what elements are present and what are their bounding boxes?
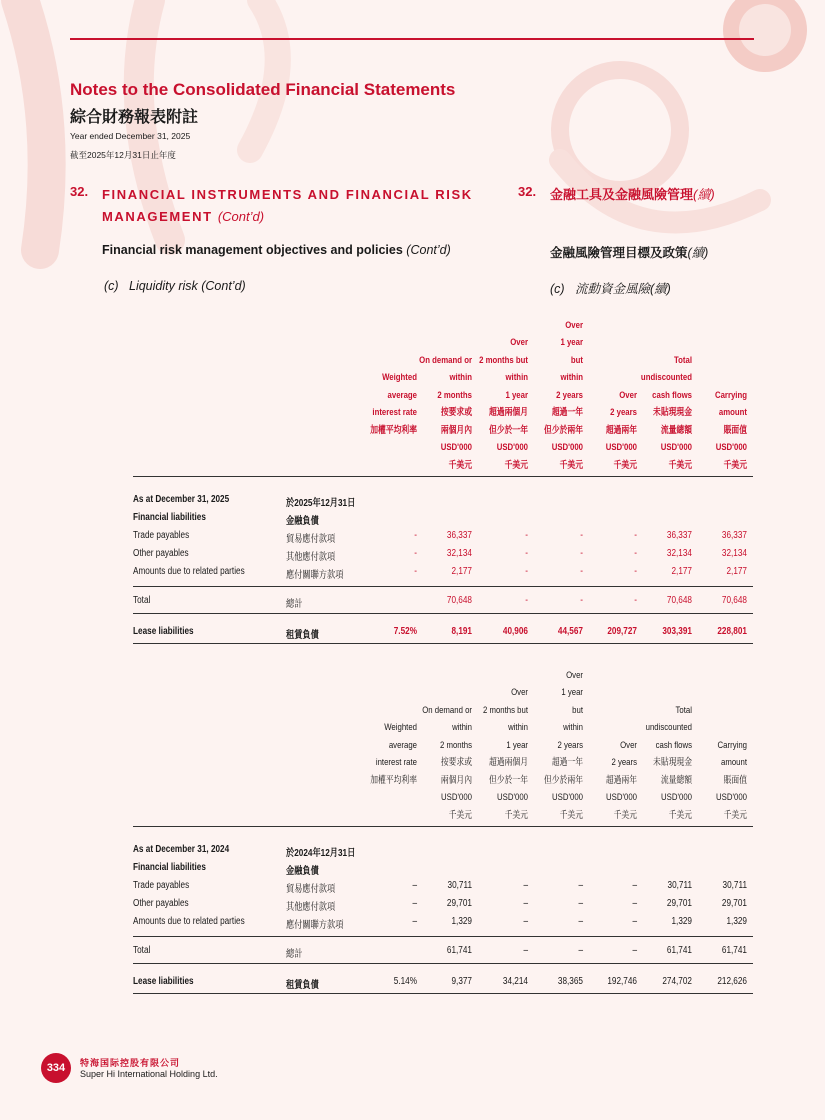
table-2024-col-header-2-line: Over bbox=[511, 687, 528, 698]
table-2025-col-header-0-line: average bbox=[387, 389, 417, 401]
table-2025-financial-liabilities-label-cn: 金融負債 bbox=[286, 516, 319, 527]
table-2024-col-header-1 bbox=[415, 702, 472, 825]
table-2024-table-row-0-value-6: 30,711 bbox=[722, 880, 747, 891]
table-2024-col-header-2-line: 超過兩個月 bbox=[489, 757, 528, 768]
table-2025-financial-liabilities bbox=[133, 512, 753, 529]
table-2025-col-header-0-line bbox=[360, 457, 417, 475]
table-2025-col-header-0 bbox=[360, 369, 417, 474]
table-2025-table-row-2-value-4: - bbox=[634, 566, 637, 577]
table-2025-col-header-4-line: 千美元 bbox=[613, 459, 637, 471]
table-2025-col-header-5-line: cash flows bbox=[652, 389, 692, 401]
table-2025-col-header-1-line: 按要求或 bbox=[440, 407, 472, 418]
table-2024-table-row-0-value-2: – bbox=[523, 880, 528, 891]
table-2025-table-row-2-label-cn: 應付關聯方款項 bbox=[286, 570, 344, 581]
table-2024-total-row-value-3: – bbox=[578, 945, 583, 956]
table-2025-financial-liabilities-label: Financial liabilities bbox=[133, 512, 206, 523]
table-2024-financial-liabilities-label-cn: 金融負債 bbox=[286, 866, 319, 877]
table-2025-col-header-1-line: 千美元 bbox=[448, 459, 472, 471]
table-2024-col-header-4-line: USD'000 bbox=[606, 792, 637, 803]
table-2024-col-header-4 bbox=[580, 737, 637, 825]
table-2025-table-row-1-value-2: - bbox=[525, 548, 528, 559]
table-2024-lease-row-value-1: 9,377 bbox=[451, 976, 472, 987]
subsection-title bbox=[102, 243, 451, 257]
table-2025-col-header-3-line: 千美元 bbox=[559, 459, 583, 471]
table-2025-lease-row-value-5: 303,391 bbox=[662, 626, 692, 637]
table-2025-col-header-3-line: 1 year bbox=[560, 337, 583, 348]
table-2024-table-row-1 bbox=[133, 898, 753, 915]
table-2024-col-header-6-line: amount bbox=[721, 757, 747, 768]
table-2024-col-header-2-line: within bbox=[508, 722, 528, 733]
table-2024-col-header-6-line: 賬面值 bbox=[723, 774, 747, 786]
table-2024-as-at-label-cn: 於2024年12月31日 bbox=[286, 848, 356, 859]
table-2025-table-row-0-label-cn: 貿易應付款項 bbox=[286, 534, 336, 545]
table-2024-total-row-value-5: 61,741 bbox=[666, 945, 692, 956]
table-2024-table-row-2 bbox=[133, 916, 753, 933]
table-2025-lease-row-value-3: 44,567 bbox=[557, 626, 583, 637]
table-2024-lease-row-value-4: 192,746 bbox=[607, 976, 637, 987]
table-2025-col-header-4 bbox=[580, 387, 637, 475]
table-2024-table-row-2-label-cn: 應付關聯方款項 bbox=[286, 920, 344, 931]
table-2024-table-row-1-value-2: – bbox=[523, 898, 528, 909]
table-2025-lease-row-value-1: 8,191 bbox=[451, 626, 472, 637]
table-2024-col-header-5-line: Total bbox=[675, 704, 692, 716]
table-2025-col-header-5-line: undiscounted bbox=[640, 372, 692, 383]
section-number-cn: 32. bbox=[518, 184, 537, 199]
table-2024-total-row-value-6: 61,741 bbox=[721, 945, 747, 956]
table-2024-col-header-5-line: 千美元 bbox=[668, 809, 692, 821]
table-2025-table-row-0-label: Trade payables bbox=[133, 530, 190, 541]
table-2024-col-header-5-line: 流量總額 bbox=[660, 774, 692, 786]
table-2025-col-header-0-line: interest rate bbox=[372, 407, 417, 418]
table-2025-table-row-2-value-3: - bbox=[580, 566, 583, 577]
table-2025-total-row bbox=[133, 595, 753, 612]
table-2025-table-row-0-value-2: - bbox=[525, 530, 528, 541]
table-2024-col-header-1-line: 按要求或 bbox=[440, 757, 472, 768]
table-2024-table-row-1-value-4: – bbox=[632, 898, 637, 909]
table-2024-lease-row-value-5: 274,702 bbox=[662, 976, 692, 987]
table-2025-col-header-4-line: Over bbox=[619, 389, 637, 401]
table-2025-col-header-2-line: USD'000 bbox=[496, 442, 528, 453]
table-2024-lease-row-value-2: 34,214 bbox=[502, 976, 528, 987]
table-2025-table-row-1-label: Other payables bbox=[133, 548, 189, 559]
table-2025-col-header-6 bbox=[690, 387, 747, 475]
table-2025-table-row-1-value-3: - bbox=[580, 548, 583, 559]
table-2025-col-header-3 bbox=[526, 317, 583, 475]
table-2025-col-header-6-line: 千美元 bbox=[723, 459, 747, 471]
table-2024-table-row-1-value-6: 29,701 bbox=[721, 898, 747, 909]
table-2025-col-header-3-line: 但少於兩年 bbox=[544, 424, 583, 436]
table-2024-col-header-6 bbox=[690, 737, 747, 825]
item-label-cn: (c) 流動資金風險(續) bbox=[550, 282, 671, 296]
table-2025-total-row-label: Total bbox=[133, 595, 151, 606]
table-2025-col-header-1-line: within bbox=[449, 372, 472, 383]
table-2024-financial-liabilities bbox=[133, 862, 753, 879]
table-2025-col-header-2-line: Over bbox=[510, 337, 528, 348]
table-2024-total-row-value-1: 61,741 bbox=[446, 945, 472, 956]
page-title: Notes to the Consolidated Financial Statements bbox=[70, 80, 456, 99]
subsection-cont: (Cont’d) bbox=[406, 243, 451, 257]
period-label-cn: 截至2025年12月31日止年度 bbox=[70, 150, 176, 160]
table-2025-col-header-6-line: amount bbox=[718, 407, 747, 418]
table-2024-lease-row-value-6: 212,626 bbox=[717, 976, 747, 987]
table-2025-col-header-3-line: USD'000 bbox=[551, 442, 583, 453]
table-2025-col-header-2-line: 2 months but bbox=[479, 354, 528, 366]
table-2024-col-header-3-line: USD'000 bbox=[552, 792, 583, 803]
table-2025-table-row-1-value-4: - bbox=[634, 548, 637, 559]
table-2024-table-row-1-label: Other payables bbox=[133, 898, 189, 909]
table-2024-col-header-1-line: USD'000 bbox=[441, 792, 472, 803]
table-2024-col-header-0-line: 加權平均利率 bbox=[370, 774, 417, 786]
table-2025-table-row-0-value-4: - bbox=[634, 530, 637, 541]
table-2025-table-row-0-value-6: 36,337 bbox=[721, 530, 747, 541]
table-2025-total-rule bbox=[133, 613, 753, 614]
table-2025-as-at-label: As at December 31, 2025 bbox=[133, 494, 230, 505]
table-2025-table-row-2-value-1: 2,177 bbox=[451, 566, 472, 577]
table-2024-col-header-5-line: cash flows bbox=[655, 739, 692, 751]
table-2024-subtotal-rule bbox=[133, 936, 753, 937]
table-2024-table-row-1-value-5: 29,701 bbox=[666, 898, 692, 909]
table-2024-col-header-4-line: Over bbox=[620, 739, 637, 751]
table-2025-lease-row-value-0: 7.52% bbox=[393, 626, 417, 637]
table-2024-lease-row-value-3: 38,365 bbox=[557, 976, 583, 987]
table-2024-lease-row-label: Lease liabilities bbox=[133, 976, 194, 987]
table-2025-table-row-1 bbox=[133, 548, 753, 565]
company-name: Super Hi International Holding Ltd. bbox=[80, 1069, 218, 1079]
table-2024-table-row-2-value-6: 1,329 bbox=[726, 916, 747, 927]
table-2024-table-row-1-label-cn: 其他應付款項 bbox=[286, 902, 336, 913]
table-2024-col-header-1-line: On demand or bbox=[422, 704, 472, 716]
table-2025-col-header-1 bbox=[415, 352, 472, 475]
table-2024-financial-liabilities-label: Financial liabilities bbox=[133, 862, 206, 873]
table-2024-col-header-4-line: 千美元 bbox=[613, 809, 637, 821]
table-2025-col-header-1-line: On demand or bbox=[419, 354, 472, 366]
table-2024-total-row-label-cn: 總計 bbox=[286, 949, 303, 960]
table-2025-table-row-2 bbox=[133, 566, 753, 583]
table-2024-table-row-0-value-4: – bbox=[632, 880, 637, 891]
table-2025-table-row-1-label-cn: 其他應付款項 bbox=[286, 552, 336, 563]
section-title-cn bbox=[550, 184, 715, 203]
table-2025-lease-row-label: Lease liabilities bbox=[133, 626, 194, 637]
table-2025-col-header-2 bbox=[471, 334, 528, 474]
table-2025-col-header-2-line: within bbox=[505, 372, 528, 383]
table-2025-col-header-4-line: USD'000 bbox=[605, 442, 637, 453]
table-2025-col-header-3-line: but bbox=[570, 354, 583, 366]
table-2025-col-header-3-line: 2 years bbox=[556, 389, 583, 401]
table-2025-col-header-4-line: 超過兩年 bbox=[605, 424, 637, 436]
table-2025-header-rule bbox=[133, 476, 753, 477]
table-2024-table-row-0-label: Trade payables bbox=[133, 880, 190, 891]
table-2024-table-row-1-value-3: – bbox=[578, 898, 583, 909]
table-2025-total-row-label-cn: 總計 bbox=[286, 599, 303, 610]
table-2024-table-row-2-value-5: 1,329 bbox=[671, 916, 692, 927]
table-2024-table-row-2-label: Amounts due to related parties bbox=[133, 916, 245, 927]
table-2025-table-row-2-value-0: - bbox=[414, 566, 417, 577]
table-2024-col-header-3-line: 2 years bbox=[557, 739, 583, 751]
section-title bbox=[102, 184, 502, 228]
table-2024-table-row-1-value-1: 29,701 bbox=[446, 898, 472, 909]
table-2024-col-header-3-line: within bbox=[563, 722, 583, 733]
table-2025-col-header-6-line: Carrying bbox=[714, 389, 747, 401]
table-2025-col-header-5-line: 流量總額 bbox=[660, 424, 692, 436]
table-2024-lease-row-value-0: 5.14% bbox=[393, 976, 417, 987]
table-2025-col-header-0-line bbox=[360, 439, 417, 457]
table-2024-table-row-2-value-0: – bbox=[412, 916, 417, 927]
table-2024-table-row-1-value-0: – bbox=[412, 898, 417, 909]
table-2025-col-header-3-line: within bbox=[560, 372, 583, 383]
table-2024-col-header-1-line: 2 months bbox=[439, 739, 472, 751]
table-2024-table-row-2-value-4: – bbox=[632, 916, 637, 927]
table-2024-col-header-3-line: 超過一年 bbox=[551, 757, 583, 768]
subsection-cont-cn: (續) bbox=[687, 246, 709, 260]
table-2025-table-row-0-value-1: 36,337 bbox=[446, 530, 472, 541]
table-2024-header-rule bbox=[133, 826, 753, 827]
table-2025-total-row-value-6: 70,648 bbox=[721, 595, 747, 606]
table-2025-as-at-label-cn: 於2025年12月31日 bbox=[286, 498, 356, 509]
table-2024-col-header-3-line: 千美元 bbox=[559, 809, 583, 821]
table-2025-table-row-1-value-0: - bbox=[414, 548, 417, 559]
top-rule bbox=[70, 38, 754, 40]
table-2024-col-header-2-line: 1 year bbox=[506, 739, 528, 751]
page-number-badge: 334 bbox=[41, 1053, 71, 1083]
table-2025-col-header-5-line: 未貼現現金 bbox=[653, 407, 692, 418]
table-2024-col-header-0-line: Weighted bbox=[384, 722, 417, 733]
table-2024-col-header-0-line bbox=[360, 807, 417, 825]
table-2024-col-header-2 bbox=[471, 684, 528, 824]
table-2024-col-header-6-line: USD'000 bbox=[716, 792, 747, 803]
table-2024-total-rule bbox=[133, 963, 753, 964]
table-2024-table-row-2-value-2: – bbox=[523, 916, 528, 927]
section-number: 32. bbox=[70, 184, 89, 199]
table-2024-col-header-3-line: but bbox=[572, 704, 583, 716]
table-2025-subtotal-rule bbox=[133, 586, 753, 587]
item-label: (c) Liquidity risk (Cont’d) bbox=[104, 279, 246, 293]
table-2025-col-header-2-line: 千美元 bbox=[504, 459, 528, 471]
table-2025-col-header-6-line: 賬面值 bbox=[723, 424, 747, 436]
table-2025-col-header-0-line: Weighted bbox=[382, 372, 417, 383]
table-2024-col-header-1-line: 千美元 bbox=[448, 809, 472, 821]
table-2025-col-header-2-line: 超過兩個月 bbox=[489, 407, 528, 418]
table-2024-col-header-2-line: USD'000 bbox=[497, 792, 528, 803]
table-2024-col-header-3-line: 1 year bbox=[561, 687, 583, 698]
table-2025-table-row-1-value-6: 32,134 bbox=[721, 548, 747, 559]
table-2024-total-row-value-2: – bbox=[523, 945, 528, 956]
table-2024-col-header-3 bbox=[526, 667, 583, 825]
subsection-title-text: Financial risk management objectives and policies bbox=[102, 243, 403, 257]
table-2024-as-at-label: As at December 31, 2024 bbox=[133, 844, 230, 855]
table-2024-table-row-0-value-0: – bbox=[412, 880, 417, 891]
table-2024-col-header-1-line: within bbox=[452, 722, 472, 733]
table-2024-col-header-2-line: 但少於一年 bbox=[489, 774, 528, 786]
subsection-title-cn bbox=[550, 243, 708, 261]
table-2024-table-row-0 bbox=[133, 880, 753, 897]
table-2025-table-row-0 bbox=[133, 530, 753, 547]
table-2024-col-header-0 bbox=[360, 719, 417, 824]
period-label: Year ended December 31, 2025 bbox=[70, 131, 191, 141]
table-2025-lease-row-value-6: 228,801 bbox=[717, 626, 747, 637]
table-2025-col-header-5 bbox=[635, 352, 692, 475]
table-2024-col-header-5 bbox=[635, 702, 692, 825]
table-2024-table-row-2-value-3: – bbox=[578, 916, 583, 927]
table-2024-col-header-6-line: Carrying bbox=[717, 739, 747, 751]
table-2025-col-header-2-line: 1 year bbox=[505, 389, 528, 401]
table-2025-total-row-value-3: - bbox=[580, 595, 583, 606]
section-cont-cn: (續) bbox=[693, 187, 715, 202]
table-2025-total-row-value-5: 70,648 bbox=[666, 595, 692, 606]
table-2024-col-header-2-line: 2 months but bbox=[482, 704, 528, 716]
table-2024-table-row-2-value-1: 1,329 bbox=[451, 916, 472, 927]
table-2025-col-header-5-line: USD'000 bbox=[660, 442, 692, 453]
table-2024-lease-row-label-cn: 租賃負債 bbox=[286, 980, 319, 991]
table-2024-col-header-0-line bbox=[360, 789, 417, 807]
table-2024-as-at bbox=[133, 844, 753, 861]
table-2024-col-header-1-line: 兩個月內 bbox=[440, 774, 472, 786]
table-2024-total-row bbox=[133, 945, 753, 962]
table-2024-table-row-0-value-1: 30,711 bbox=[447, 880, 472, 891]
table-2025-col-header-1-line: 2 months bbox=[437, 389, 472, 401]
table-2025-col-header-2-line: 但少於一年 bbox=[489, 424, 528, 436]
table-2024-lease-row bbox=[133, 976, 753, 993]
table-2025-table-row-2-value-2: - bbox=[525, 566, 528, 577]
table-2024-table-row-0-value-5: 30,711 bbox=[667, 880, 692, 891]
table-2025-lease-row bbox=[133, 626, 753, 643]
section-cont: (Cont’d) bbox=[217, 209, 265, 224]
table-2024-col-header-3-line: 但少於兩年 bbox=[544, 774, 583, 786]
table-2024-col-header-0-line: interest rate bbox=[375, 757, 417, 768]
table-2025-table-row-2-value-6: 2,177 bbox=[726, 566, 747, 577]
table-2025-col-header-4-line: 2 years bbox=[610, 407, 637, 418]
table-2025-col-header-5-line: 千美元 bbox=[668, 459, 692, 471]
table-2024-col-header-6-line: 千美元 bbox=[723, 809, 747, 821]
table-2024-table-row-0-value-3: – bbox=[578, 880, 583, 891]
section-title-cn-text: 金融工具及金融風險管理 bbox=[550, 187, 694, 202]
section-title-text: FINANCIAL INSTRUMENTS AND FINANCIAL RISK MANAGEMENT bbox=[102, 187, 473, 224]
table-2025-total-row-value-4: - bbox=[634, 595, 637, 606]
table-2025-as-at bbox=[133, 494, 753, 511]
table-2024-col-header-5-line: undiscounted bbox=[645, 722, 692, 733]
table-2025-col-header-1-line: USD'000 bbox=[440, 442, 472, 453]
table-2025-col-header-0-line: 加權平均利率 bbox=[370, 424, 417, 436]
table-2024-col-header-4-line: 超過兩年 bbox=[605, 774, 637, 786]
table-2024-table-row-0-label-cn: 貿易應付款項 bbox=[286, 884, 336, 895]
table-2024-col-header-0-line: average bbox=[388, 739, 417, 751]
table-2024-col-header-3-line: Over bbox=[566, 669, 583, 681]
table-2025-col-header-6-line: USD'000 bbox=[715, 442, 747, 453]
table-2025-table-row-0-value-3: - bbox=[580, 530, 583, 541]
table-2025-lease-rule bbox=[133, 643, 753, 644]
table-2025-lease-row-value-4: 209,727 bbox=[607, 626, 637, 637]
table-2024-lease-rule bbox=[133, 993, 753, 994]
table-2025-col-header-3-line: Over bbox=[565, 319, 583, 331]
table-2025-table-row-2-label: Amounts due to related parties bbox=[133, 566, 245, 577]
table-2024-col-header-5-line: 未貼現現金 bbox=[653, 757, 692, 768]
table-2024-col-header-4-line: 2 years bbox=[611, 757, 637, 768]
table-2024-col-header-5-line: USD'000 bbox=[661, 792, 692, 803]
table-2025-table-row-0-value-0: - bbox=[414, 530, 417, 541]
table-2025-lease-row-value-2: 40,906 bbox=[502, 626, 528, 637]
table-2024-total-row-value-4: – bbox=[632, 945, 637, 956]
table-2025-table-row-1-value-5: 32,134 bbox=[666, 548, 692, 559]
subsection-title-cn-text: 金融風險管理目標及政策 bbox=[550, 246, 688, 260]
table-2025-col-header-5-line: Total bbox=[673, 354, 692, 366]
company-name-cn: 特海国际控股有限公司 bbox=[80, 1058, 181, 1068]
table-2025-table-row-0-value-5: 36,337 bbox=[666, 530, 692, 541]
table-2024-total-row-label: Total bbox=[133, 945, 151, 956]
table-2025-total-row-value-1: 70,648 bbox=[446, 595, 472, 606]
table-2025-total-row-value-2: - bbox=[525, 595, 528, 606]
table-2025-col-header-3-line: 超過一年 bbox=[551, 407, 583, 418]
table-2024-col-header-2-line: 千美元 bbox=[504, 809, 528, 821]
table-2025-lease-row-label-cn: 租賃負債 bbox=[286, 630, 319, 641]
table-2025-col-header-1-line: 兩個月內 bbox=[440, 424, 472, 436]
page-title-cn: 綜合財務報表附註 bbox=[70, 109, 199, 126]
table-2025-table-row-1-value-1: 32,134 bbox=[446, 548, 472, 559]
table-2025-table-row-2-value-5: 2,177 bbox=[671, 566, 692, 577]
